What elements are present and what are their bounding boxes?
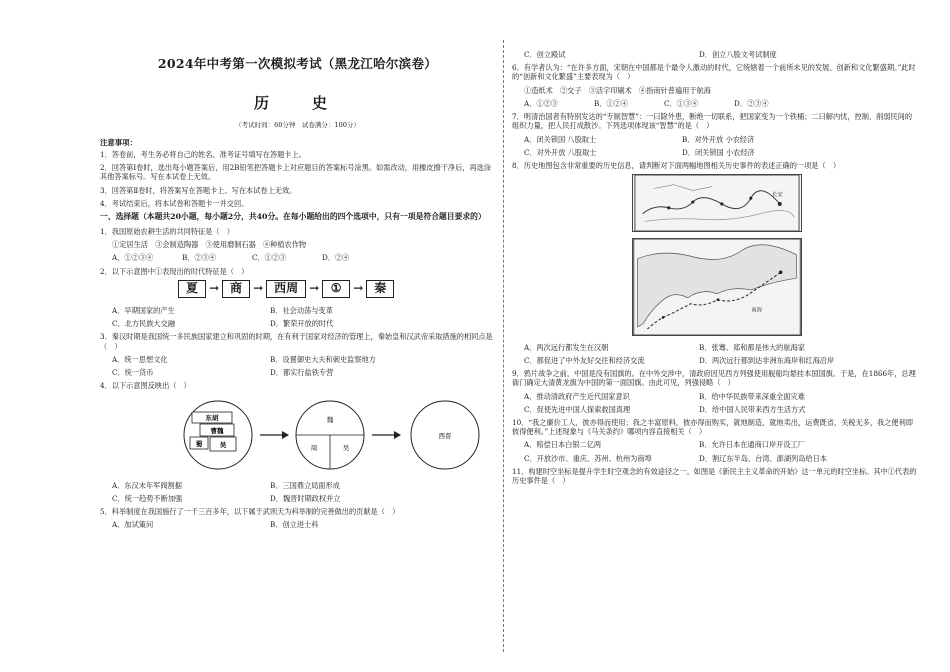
- question-stem: 11．构建时空坐标是提升学生时空观念的有效途径之一。如图是《新民主主义革命的开始》这一单元的时空坐标。其中①代表的历史事件是（ ）: [512, 466, 917, 486]
- diagram-label: 西晋: [438, 432, 452, 441]
- option-c: C．北方民族大交融: [112, 319, 176, 329]
- question-stem: 2．以下示意图中①表现出的时代特征是（ ）: [100, 266, 249, 276]
- diagram-label: 吴: [219, 441, 227, 450]
- options-grid: [112, 520, 495, 529]
- option-c: C．统一趋势不断加强: [112, 493, 183, 503]
- exam-info: （考试时间：60分钟 试卷满分：100分）: [235, 121, 360, 130]
- arrow-right-icon: →: [309, 281, 320, 296]
- option-a: A．东汉末年军阀割据: [112, 480, 182, 490]
- option-c: C．促使先进中国人探索救国真理: [524, 404, 631, 414]
- option-d: D．②③④: [734, 98, 769, 108]
- option-c: C．创立殿试: [524, 50, 566, 59]
- zheng-he-voyage-map: [632, 238, 802, 336]
- question-items: ①定居生活 ③会制造陶器 ③使用磨制石器 ④种植农作物: [112, 240, 307, 250]
- options-grid: [524, 392, 917, 414]
- question-6: [512, 63, 917, 108]
- notice-item: 3．回答第Ⅱ卷时，将答案写在答题卡上。写在本试卷上无效。: [100, 185, 297, 195]
- exam-title: 2024年中考第一次模拟考试（黑龙江哈尔滨卷）: [157, 56, 438, 71]
- right-column: [512, 48, 917, 489]
- option-d: D．给中国人民带来西方生活方式: [699, 404, 806, 414]
- option-a: A．赔偿日本白银二亿两: [524, 440, 602, 450]
- option-d: D．闭关锁国 小农经济: [682, 147, 755, 157]
- question-stem: 8．历史地图包含非常重要的历史信息，请判断对下面两幅地图相关历史事件的表述正确的一项是（ ）: [512, 160, 841, 170]
- diagram-label: 蜀: [195, 440, 203, 449]
- option-c: C．①③④: [664, 98, 699, 108]
- question-stem: 7．明清治国者有特别发达的“专制智慧”：一曰除外患，断绝一切联系，把国家变为一个铁桶；二曰解内忧，控制、削弱民间的组织力量，把人民打成散沙。下列选项体现该“智慧”的是（ ）: [512, 112, 913, 131]
- arrow-right-icon: [282, 431, 289, 439]
- question-8: [512, 161, 917, 365]
- option-d: D．②④: [322, 253, 350, 263]
- option-a: A．加试策问: [112, 520, 154, 530]
- question-stem: 6．有学者认为：“在许多方面，宋朝在中国都是个最令人激动的时代，它统辖着一个前所未见的发展、创新和文化繁盛期。”此时的“创新和文化繁盛”主要表现为（ ）: [512, 63, 916, 82]
- options-grid: [112, 481, 495, 503]
- option-d: D．繁荣开放的时代: [270, 319, 334, 329]
- option-b: B．对外开放 小农经济: [682, 134, 755, 144]
- option-b: B．创立进士科: [270, 520, 319, 530]
- arrow-right-icon: →: [353, 281, 364, 296]
- option-b: B．张骞、郑和都是伟大的航海家: [699, 342, 805, 352]
- option-c: C．开放沙市、重庆、苏州、杭州为商埠: [524, 453, 652, 463]
- arrow-right-icon: [394, 431, 401, 439]
- options-grid: [112, 355, 495, 377]
- question-stem: 5．科举制度在我国施行了一千三百多年，以下属于武则天为科举制的完善做出的贡献是（ ）: [100, 507, 400, 517]
- diagram-label: 吴: [342, 444, 350, 453]
- option-b: B．②③④: [182, 253, 217, 263]
- flow-box: 商: [222, 280, 250, 298]
- question-stem: 9．鸦片战争之前，中国是没有国旗的。在中外交涉中，清政府因见西方列强使用舰船均悬挂本国国旗。于是，在1866年，总理衙门确定大清黄龙旗为中国的第一面国旗。由此可见，列强侵略（ ）: [512, 369, 916, 388]
- question-2: [100, 267, 495, 329]
- option-d: D．割辽东半岛、台湾、澎湖列岛给日本: [699, 453, 827, 463]
- question-stem: 4．以下示意图反映出（ ）: [100, 381, 191, 391]
- option-c: C．都促进了中外友好交往和经济交流: [524, 355, 645, 365]
- notice-block: [100, 138, 495, 209]
- section-title: 一、选择题（本题共20小题，每小题2分，共40分。在每小题给出的四个选项中，只有一项是符合题目要求的）: [100, 212, 486, 222]
- options-grid: [524, 135, 917, 157]
- question-3: [100, 332, 495, 377]
- options-grid: [524, 50, 917, 59]
- diagram-label: 东胡: [205, 414, 219, 423]
- diagram-label: 魏: [326, 416, 334, 425]
- option-a: A．①②③: [524, 98, 558, 108]
- option-a: A．推动清政府产生近代国家意识: [524, 391, 630, 401]
- options-grid: [524, 343, 917, 365]
- notice-item: 1．答卷前，考生务必将自己的姓名、准考证号填写在答题卡上。: [100, 149, 306, 159]
- option-b: B．给中华民族带来深重全面灾难: [699, 391, 805, 401]
- option-d: D．魏晋时期政权并立: [270, 493, 341, 503]
- map-images: [632, 174, 917, 338]
- arrow-right-icon: →: [209, 281, 220, 296]
- silk-road-map: [632, 174, 802, 232]
- options-row: [524, 99, 917, 108]
- option-a: A．统一思想文化: [112, 354, 168, 364]
- option-c: C．①②③: [252, 253, 287, 263]
- diagram-label: 周: [310, 444, 318, 453]
- option-b: B．设置御史大夫和刺史监察地方: [270, 354, 376, 364]
- flow-box: 西周: [266, 280, 306, 298]
- flow-box: 秦: [366, 280, 394, 298]
- question-items: ①造纸术 ②交子 ③活字印刷术 ④指南针普遍用于航海: [524, 85, 711, 95]
- question-5: [100, 507, 495, 529]
- subject-heading: 历 史: [253, 94, 341, 112]
- option-b: B．①②④: [594, 98, 629, 108]
- arrow-right-icon: →: [253, 281, 264, 296]
- option-b: B．三国鼎立局面形成: [270, 480, 340, 490]
- option-b: B．允许日本在通商口岸开设工厂: [699, 440, 805, 450]
- question-4: [100, 381, 495, 503]
- option-a: A．两次远行都发生在汉朝: [524, 342, 609, 352]
- option-d: D．两次远行都到达非洲东海岸和红海沿岸: [699, 355, 835, 365]
- option-a: A．闭关锁国 八股取士: [524, 134, 597, 144]
- question-11: [512, 467, 917, 485]
- diagram-label: 曹魏: [210, 427, 224, 436]
- map-label: 长安: [772, 192, 783, 199]
- option-d: D．都实行盐铁专营: [270, 367, 334, 377]
- notice-item: 4．考试结束后，将本试卷和答题卡一并交回。: [100, 198, 249, 208]
- option-c: C．对外开放 八股取士: [524, 147, 597, 157]
- options-row: [112, 253, 495, 262]
- map-label: 南海: [751, 307, 763, 314]
- question-10: [512, 418, 917, 463]
- options-grid: [112, 306, 495, 328]
- dynasty-flow-diagram: [178, 280, 495, 298]
- left-column: [100, 48, 495, 533]
- notice-item: 2．回答第Ⅰ卷时，选出每小题答案后，用2B铅笔把答题卡上对应题目的答案标号涂黑。如需改动，用橡皮擦干净后，再选涂其他答案标号。写在本试卷上无效。: [100, 163, 492, 182]
- option-a: A．①②③④: [112, 253, 154, 263]
- column-divider: [503, 40, 504, 652]
- question-9: [512, 369, 917, 414]
- option-a: A．早期国家的产生: [112, 305, 175, 315]
- question-stem: 3．秦汉时期是我国统一多民族国家建立和巩固的时期，在有利于国家对经济的管理上，秦始皇和汉武帝采取措施的相同点是（ ）: [100, 332, 493, 351]
- option-c: C．统一货币: [112, 367, 154, 377]
- question-stem: 10．“我之廉价工人，彼亦得而使用；我之丰富原料，彼亦得而购买，就地制造，就地卖出，运费既省，关税无多，我之便利即彼得便利。”上述现象与《马关条约》哪项内容直接相关（ ）: [512, 417, 913, 437]
- notice-title: 注意事项：: [100, 137, 137, 147]
- flow-box: ①: [322, 280, 350, 298]
- options-grid: [524, 440, 917, 462]
- option-b: B．社会动荡与变革: [270, 305, 333, 315]
- question-1: [100, 227, 495, 263]
- three-kingdoms-diagram: [100, 394, 495, 476]
- question-stem: 1．我国原始农耕生活的共同特征是（ ）: [100, 226, 234, 236]
- flow-box: 夏: [178, 280, 206, 298]
- option-d: D．创立八股文考试制度: [699, 50, 777, 59]
- question-7: [512, 112, 917, 157]
